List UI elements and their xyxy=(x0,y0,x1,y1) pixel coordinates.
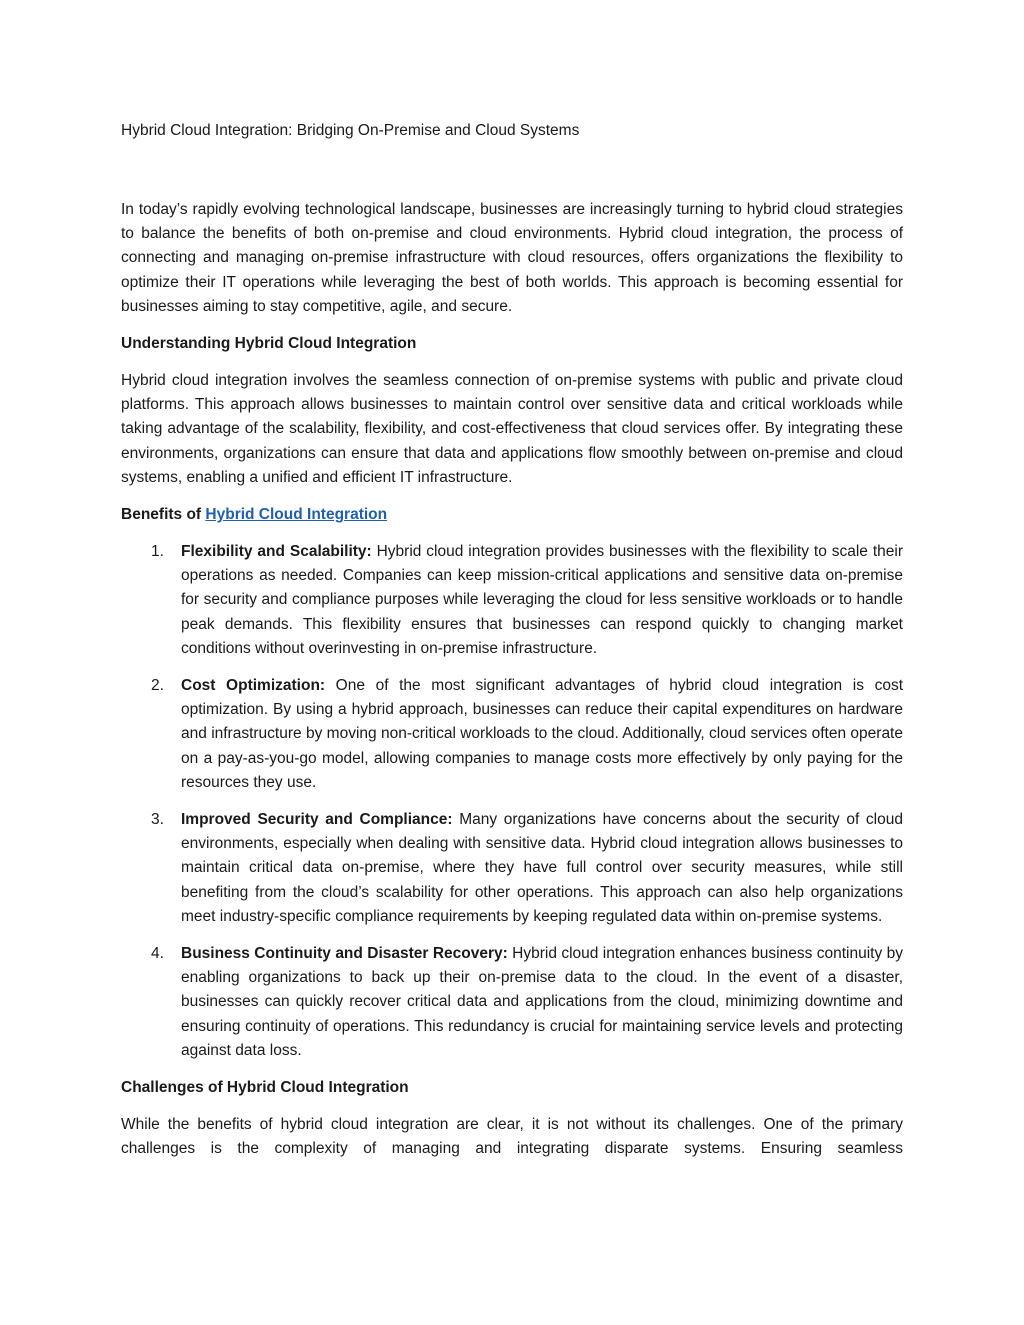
list-item-label: Improved Security and Compliance: xyxy=(181,811,453,829)
understanding-heading: Understanding Hybrid Cloud Integration xyxy=(121,335,417,353)
list-item xyxy=(121,808,903,929)
list-item-label: Business Continuity and Disaster Recovery: xyxy=(181,945,508,963)
benefits-heading-prefix: Benefits of xyxy=(121,506,206,524)
list-item-label: Flexibility and Scalability: xyxy=(181,543,372,561)
intro-paragraph: In today’s rapidly evolving technological landscape, businesses are increasingly turning to hybrid cloud strategies to balance the benefits of both on-premise and cloud environments. Hybrid cloud integration, the process of connecting and managing on-premise infrastructure with cloud resources, offers organizations the flexibility to optimize their IT operations while leveraging the best of both worlds. This approach is becoming essential for businesses aiming to stay competitive, agile, and secure. xyxy=(121,201,903,315)
list-item-number: 1. xyxy=(151,543,164,561)
challenges-paragraph: While the benefits of hybrid cloud integration are clear, it is not without its challenges. One of the primary challenges is the complexity of managing and integrating disparate systems. Ensuring seamless xyxy=(121,1116,903,1158)
understanding-paragraph: Hybrid cloud integration involves the seamless connection of on-premise systems with public and private cloud platforms. This approach allows businesses to maintain control over sensitive data and critical workloads while taking advantage of the scalability, flexibility, and cost-effectiveness that cloud services offer. By integrating these environments, organizations can ensure that data and applications flow smoothly between on-premise and cloud systems, enabling a unified and efficient IT infrastructure. xyxy=(121,372,903,486)
document-title: Hybrid Cloud Integration: Bridging On-Premise and Cloud Systems xyxy=(121,122,580,139)
list-item-text: Hybrid cloud integration enhances business continuity by enabling organizations to back up their on-premise data to the cloud. In the event of a disaster, businesses can quickly recover critical data and applications from the cloud, minimizing downtime and ensuring continuity of operations. This redundancy is crucial for maintaining service levels and protecting against data loss. xyxy=(181,945,903,1059)
list-item-text: Hybrid cloud integration provides businesses with the flexibility to scale their operations as needed. Companies can keep mission-critical applications and sensitive data on-premise for security and compliance purposes while leveraging the cloud for less sensitive workloads or to handle peak demands. This flexibility ensures that businesses can respond quickly to changing market conditions without overinvesting in on-premise infrastructure. xyxy=(181,543,903,657)
list-item-number: 2. xyxy=(151,677,164,695)
document-page xyxy=(121,118,903,1175)
list-item-text: Many organizations have concerns about the security of cloud environments, especially when dealing with sensitive data. Hybrid cloud integration allows businesses to maintain critical data on-premise, where they have full control over security measures, while still benefiting from the cloud’s scalability for other operations. This approach can also help organizations meet industry-specific compliance requirements by keeping regulated data within on-premise systems. xyxy=(181,811,903,925)
list-item-number: 3. xyxy=(151,811,164,829)
list-item-number: 4. xyxy=(151,945,164,963)
hybrid-cloud-integration-link[interactable]: Hybrid Cloud Integration xyxy=(205,506,388,524)
list-item xyxy=(121,942,903,1063)
list-item xyxy=(121,674,903,795)
challenges-heading: Challenges of Hybrid Cloud Integration xyxy=(121,1079,409,1097)
list-item-text: One of the most significant advantages of hybrid cloud integration is cost optimization. By using a hybrid approach, businesses can reduce their capital expenditures on hardware and infrastructure by moving non-critical workloads to the cloud. Additionally, cloud services often operate on a pay-as-you-go model, allowing companies to manage costs more effectively by only paying for the resources they use. xyxy=(181,677,903,791)
benefits-list xyxy=(121,540,903,1063)
list-item xyxy=(121,540,903,661)
list-item-label: Cost Optimization: xyxy=(181,677,326,695)
benefits-heading xyxy=(121,503,903,527)
